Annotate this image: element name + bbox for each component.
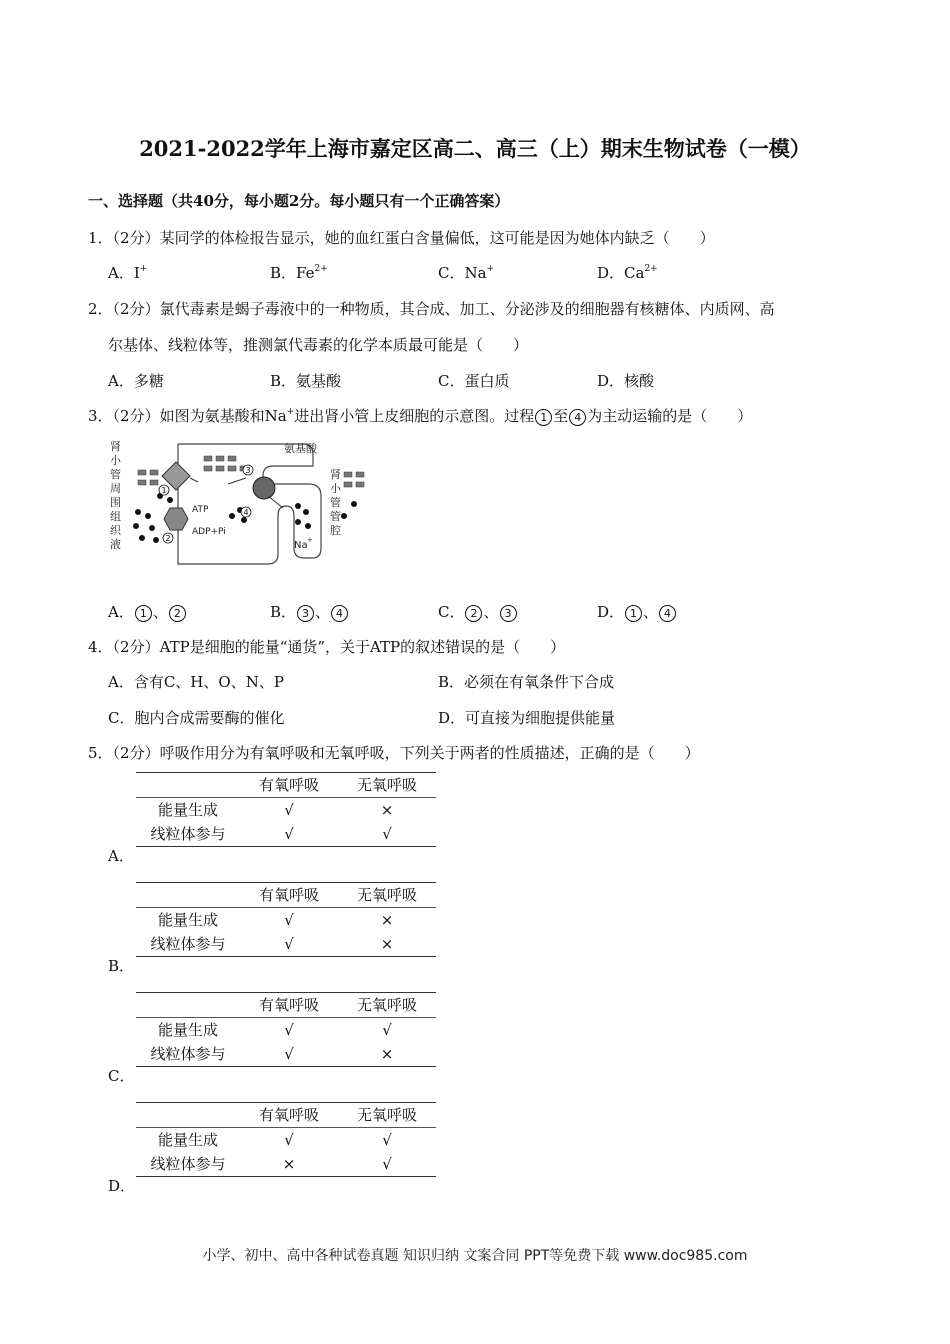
left-label-char-8: 液 [110,538,121,551]
carrier-sphere [253,477,275,499]
q1-option-a: A．I+ [108,264,148,282]
q5-table-a: 有氧呼吸 无氧呼吸 能量生成 √ × 线粒体参与 √ √ [136,772,436,847]
q5-option-d-label: D． [108,1177,136,1195]
q1-option-c: C．Na+ [438,264,495,282]
q5-table-c: 有氧呼吸 无氧呼吸 能量生成 √ √ 线粒体参与 √ × [136,992,436,1067]
footer: 小学、初中、高中各种试卷真题 知识归纳 文案合同 PPT等免费下载 www.doc985.com [202,1248,748,1264]
q2-option-d: D．核酸 [597,372,655,390]
page-title: 2021-2022学年上海市嘉定区高二、高三（上）期末生物试卷（一模） [139,136,811,161]
left-label-char-3: 管 [110,468,121,481]
q4-option-b: B．必须在有氧条件下合成 [438,673,615,691]
amino-acid-label: 氨基酸 [284,442,317,455]
atp-label: ATP [192,505,209,515]
q2-stem-line1: 2．（2分）氯代毒素是蝎子毒液中的一种物质，其合成、加工、分泌涉及的细胞器有核糖体、内质网、高 [88,300,775,318]
q3-option-c: C． 2 、 3 [438,601,518,622]
q4-option-d: D．可直接为细胞提供能量 [438,709,616,727]
na-sup-label: + [307,536,313,544]
q3-option-a: A． 1 、 2 [108,601,187,622]
q1-stem: 1．（2分）某同学的体检报告显示，她的血红蛋白含量偏低，这可能是因为她体内缺乏（ ） [88,229,715,247]
q4-option-c: C．胞内合成需要酶的催化 [108,709,285,727]
q5-stem: 5．（2分）呼吸作用分为有氧呼吸和无氧呼吸，下列关于两者的性质描述，正确的是（ ） [88,744,700,762]
left-label [110,439,122,551]
q5-table-d: 有氧呼吸 无氧呼吸 能量生成 √ √ 线粒体参与 × √ [136,1102,436,1177]
q2-stem-line2: 尔基体、线粒体等，推测氯代毒素的化学本质最可能是（ ） [108,336,529,354]
q3-option-b: B． 3 、 4 [270,601,349,622]
right-label-char-1: 肾 [330,468,341,481]
diagram-num-1: 1 [161,486,167,495]
circled-number: 4 [569,409,586,426]
left-label-char-5: 围 [110,496,121,509]
cell-transport-diagram [108,436,420,570]
q4-option-a: A．含有C、H、O、N、P [108,673,284,691]
q4-stem: 4．（2分）ATP是细胞的能量“通货”，关于ATP的叙述错误的是（ ） [88,638,566,656]
diagram-num-3: 3 [245,466,251,475]
left-label-char-6: 组 [110,510,121,523]
right-label-char-5: 腔 [330,524,341,537]
right-label [330,467,342,537]
left-label-char-7: 织 [110,524,121,537]
right-label-char-3: 管 [330,496,341,509]
section-heading: 一、选择题（共40分，每小题2分。每小题只有一个正确答案） [88,192,510,210]
q2-option-b: B．氨基酸 [270,372,342,390]
q5-option-a-label: A． [108,847,134,865]
q5-table-b: 有氧呼吸 无氧呼吸 能量生成 √ × 线粒体参与 √ × [136,882,436,957]
diagram-num-4: 4 [243,508,249,517]
q5-option-c-label: C． [108,1067,135,1085]
right-label-char-4: 管 [330,510,341,523]
q3-option-d: D． 1 、 4 [597,601,677,622]
right-label-char-2: 小 [330,482,341,495]
q5-option-b-label: B． [108,957,135,975]
adp-label: ADP+Pi [192,527,226,537]
circled-number: 1 [535,409,552,426]
carrier-hexagon [164,508,188,530]
q3-stem: 3．（2分）如图为氨基酸和Na+进出肾小管上皮细胞的示意图。过程 1 至 4 为主动运输的是（ ） [88,407,753,425]
left-label-char-2: 小 [110,454,121,467]
q1-option-b: B．$Fe^{2+}$ [270,264,328,282]
left-label-char-4: 周 [110,482,121,495]
q2-option-c: C．蛋白质 [438,372,510,390]
diagram-num-2: 2 [165,534,171,543]
q1-option-d: D．$Ca^{2+}$ [597,264,658,282]
q2-option-a: A．多糖 [108,372,164,390]
left-label-char-1: 肾 [110,440,121,453]
na-label: Na [294,540,308,551]
